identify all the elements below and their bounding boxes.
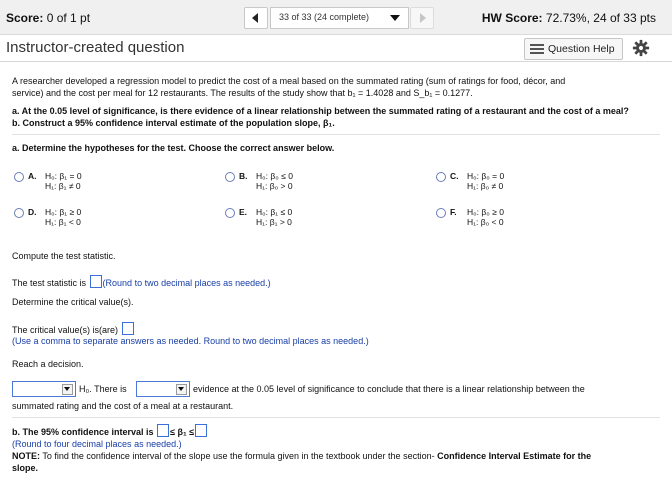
hw-score (482, 11, 656, 25)
option-h1: H₁: β₀ < 0 (467, 217, 504, 227)
note-label: NOTE: (12, 451, 40, 461)
divider (12, 134, 660, 135)
caret-down-icon (176, 384, 187, 395)
question-title: Instructor-created question (6, 39, 185, 56)
divider (12, 417, 660, 418)
score (6, 11, 90, 25)
test-stat-row (12, 275, 271, 288)
hw-score-label: HW Score: (481, 11, 543, 25)
hw-score-value: 72.73%, 24 of 33 pts (545, 11, 656, 25)
note-bold: Confidence Interval Estimate for the (437, 451, 592, 461)
decision-h0-text: H₀. There is (79, 384, 127, 394)
ci-mid: ≤ β₁ ≤ (170, 427, 195, 437)
question-title-bar (0, 35, 672, 62)
decision-reject-dropdown[interactable] (12, 381, 76, 397)
option-letter: D. (28, 207, 37, 217)
test-stat-input[interactable] (90, 275, 102, 288)
decision-rest: evidence at the 0.05 level of significance to conclude that there is a linear relationship between the (193, 384, 585, 394)
radio-button[interactable] (436, 208, 446, 218)
note-line-1 (12, 451, 591, 461)
option-h1: H₁: β₁ < 0 (45, 217, 81, 227)
option-letter: A. (28, 171, 37, 181)
option-h0: H₀: β₁ ≤ 0 (256, 207, 293, 217)
arrow-right-icon (420, 13, 426, 23)
question-help-button[interactable] (524, 38, 623, 60)
critical-value-input[interactable] (122, 322, 134, 335)
radio-button[interactable] (225, 208, 235, 218)
option-letter: C. (450, 171, 459, 181)
problem-line-1: A researcher developed a regression model to predict the cost of a meal based on the summated rating (sum of ratings for food, décor, and (12, 76, 566, 86)
problem-part-b: b. Construct a 95% confidence interval estimate of the population slope, β₁. (12, 118, 335, 128)
ci-upper-input[interactable] (195, 424, 207, 437)
test-stat-hint: (Round to two decimal places as needed.) (102, 278, 271, 288)
critical-hint: (Use a comma to separate answers as needed. Round to two decimal places as needed.) (12, 336, 369, 346)
option-h0: H₀: β₀ = 0 (467, 171, 505, 181)
arrow-left-icon (252, 13, 258, 23)
critical-row (12, 322, 135, 335)
option-letter: F. (450, 207, 457, 217)
option-letter: E. (239, 207, 248, 217)
note-line-2: slope. (12, 463, 39, 473)
question-help-label: Question Help (548, 43, 615, 55)
caret-down-icon (390, 15, 400, 21)
decision-line-2: summated rating and the cost of a meal at a restaurant. (12, 401, 234, 411)
decision-heading: Reach a decision. (12, 359, 84, 369)
option-h0: H₀: β₁ = 0 (45, 171, 82, 181)
ci-row (12, 424, 208, 437)
list-icon (530, 44, 544, 54)
test-stat-heading: Compute the test statistic. (12, 251, 116, 261)
problem-part-a: a. At the 0.05 level of significance, is there evidence of a linear relationship between the summated rating of a restaurant and the cost of a meal? (12, 106, 629, 116)
critical-label: The critical value(s) is(are) (12, 325, 119, 335)
test-stat-label: The test statistic is (12, 278, 87, 288)
radio-button[interactable] (14, 208, 24, 218)
radio-button[interactable] (436, 172, 446, 182)
hypotheses-prompt: a. Determine the hypotheses for the test. Choose the correct answer below. (12, 143, 335, 153)
top-bar (0, 0, 672, 35)
option-h1: H₁: β₀ > 0 (256, 181, 293, 191)
option-h1: H₁: β₁ ≠ 0 (45, 181, 81, 191)
option-h1: H₁: β₀ ≠ 0 (467, 181, 504, 191)
question-select-value: 33 of 33 (24 complete) (279, 12, 370, 22)
decision-evidence-dropdown[interactable] (136, 381, 190, 397)
critical-heading: Determine the critical value(s). (12, 297, 134, 307)
question-select[interactable] (270, 7, 409, 29)
gear-icon[interactable] (632, 39, 650, 57)
radio-button[interactable] (14, 172, 24, 182)
score-value: 0 of 1 pt (46, 11, 91, 25)
radio-button[interactable] (225, 172, 235, 182)
note-text: To find the confidence interval of the slope use the formula given in the textbook under the section- (40, 451, 435, 461)
ci-label: b. The 95% confidence interval is (12, 427, 154, 437)
option-h0: H₀: β₀ ≥ 0 (467, 207, 504, 217)
score-label: Score: (6, 11, 44, 25)
problem-line-2: service) and the cost per meal for 12 restaurants. The results of the study show that b₁ = 1.4028 and S_b₁ = 0.1277. (12, 88, 473, 98)
option-letter: B. (239, 171, 248, 181)
option-h1: H₁: β₁ > 0 (256, 217, 292, 227)
previous-question-button[interactable] (244, 7, 268, 29)
option-h0: H₀: β₀ ≤ 0 (256, 171, 293, 181)
caret-down-icon (62, 384, 73, 395)
option-h0: H₀: β₁ ≥ 0 (45, 207, 82, 217)
ci-hint: (Round to four decimal places as needed.) (12, 439, 182, 449)
next-question-button[interactable] (410, 7, 434, 29)
ci-lower-input[interactable] (157, 424, 169, 437)
